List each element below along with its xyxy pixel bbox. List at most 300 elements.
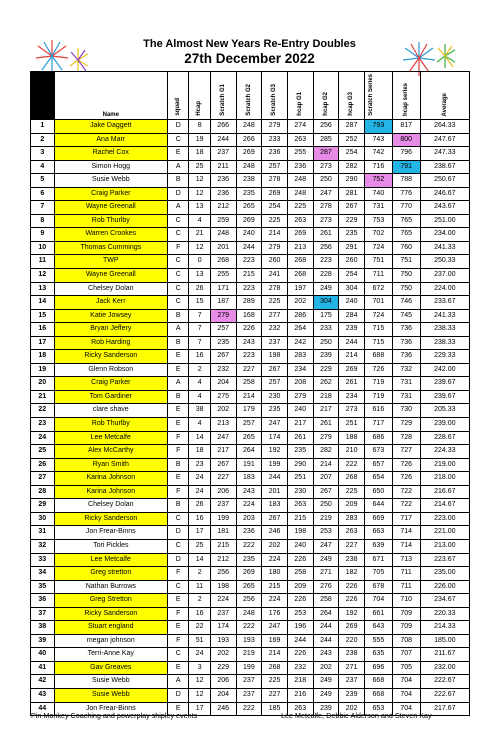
name-cell: Wayne Greenall [54, 269, 167, 283]
scratch-g1-cell: 187 [210, 296, 236, 310]
hcap-g2-cell: 250 [313, 174, 339, 188]
scratch-g1-cell: 212 [210, 201, 236, 215]
name-cell: Chelsey Dolan [54, 499, 167, 513]
scratch-series-cell: 731 [364, 201, 392, 215]
squad-cell: B [168, 458, 189, 472]
scratch-g1-cell: 268 [210, 255, 236, 269]
hcap-g2-cell: 278 [313, 201, 339, 215]
hcap-g3-cell: 225 [339, 485, 365, 499]
name-cell: Jack Kerr [54, 296, 167, 310]
table-row [31, 282, 470, 296]
rank-cell: 11 [31, 255, 55, 269]
scratch-g2-cell: 222 [236, 539, 262, 553]
average-cell: 221.00 [420, 526, 469, 540]
average-cell: 237.00 [420, 269, 469, 283]
scratch-g2-cell: 224 [236, 499, 262, 513]
table-row [31, 255, 470, 269]
hcap-g2-cell: 223 [313, 255, 339, 269]
squad-cell: F [168, 607, 189, 621]
scratch-g2-cell: 223 [236, 350, 262, 364]
scratch-g1-cell: 211 [210, 160, 236, 174]
scratch-series-cell: 663 [364, 526, 392, 540]
scratch-series-cell: 717 [364, 418, 392, 432]
hcap-cell: 8 [189, 120, 210, 134]
hcap-g2-cell: 239 [313, 702, 339, 716]
hcap-cell: 2 [189, 363, 210, 377]
scratch-series-cell: 643 [364, 621, 392, 635]
hcap-g1-cell: 236 [287, 160, 313, 174]
table-row [31, 133, 470, 147]
scratch-g2-cell: 269 [236, 147, 262, 161]
table-row [31, 675, 470, 689]
hcap-g2-cell: 273 [313, 160, 339, 174]
scratch-series-cell: 668 [364, 688, 392, 702]
hcap-g1-cell: 268 [287, 255, 313, 269]
hcap-g3-cell: 240 [339, 296, 365, 310]
scratch-g2-cell: 223 [236, 255, 262, 269]
rank-cell: 33 [31, 553, 55, 567]
scratch-g2-cell: 269 [236, 214, 262, 228]
hcap-g1-cell: 240 [287, 404, 313, 418]
average-cell: 226.00 [420, 580, 469, 594]
scratch-g2-cell: 248 [236, 160, 262, 174]
hcap-g3-cell: 254 [339, 269, 365, 283]
table-row [31, 567, 470, 581]
hcap-g3-cell: 269 [339, 621, 365, 635]
hcap-g3-cell: 222 [339, 458, 365, 472]
hcap-g2-cell: 287 [313, 147, 339, 161]
scratch-g2-cell: 223 [236, 282, 262, 296]
scratch-g3-cell: 246 [262, 526, 288, 540]
scratch-g1-cell: 193 [210, 634, 236, 648]
name-cell: Susie Webb [54, 675, 167, 689]
hcap-g1-cell: 235 [287, 445, 313, 459]
scratch-g1-cell: 247 [210, 431, 236, 445]
scratch-g2-cell: 235 [236, 187, 262, 201]
scratch-g2-cell: 215 [236, 269, 262, 283]
scratch-g3-cell: 180 [262, 567, 288, 581]
hcap-series-cell: 705 [392, 661, 420, 675]
hcap-g1-cell: 240 [287, 539, 313, 553]
hcap-series-cell: 708 [392, 634, 420, 648]
hcap-g2-cell: 276 [313, 580, 339, 594]
rank-cell: 7 [31, 201, 55, 215]
hcap-cell: 26 [189, 499, 210, 513]
table-row [31, 607, 470, 621]
scratch-series-cell: 669 [364, 512, 392, 526]
hcap-cell: 15 [189, 296, 210, 310]
scratch-series-cell: 653 [364, 702, 392, 716]
scratch-g3-cell: 233 [262, 133, 288, 147]
hcap-cell: 21 [189, 228, 210, 242]
table-row [31, 526, 470, 540]
scratch-g1-cell: 215 [210, 539, 236, 553]
scratch-g3-cell: 183 [262, 499, 288, 513]
hcap-series-cell: 750 [392, 269, 420, 283]
hcap-g1-cell: 198 [287, 526, 313, 540]
table-row [31, 553, 470, 567]
hcap-g3-cell: 271 [339, 661, 365, 675]
header-scratch-series [364, 72, 392, 120]
scratch-series-cell: 555 [364, 634, 392, 648]
scratch-series-cell: 657 [364, 458, 392, 472]
scratch-g3-cell: 185 [262, 702, 288, 716]
name-cell: TWP [54, 255, 167, 269]
scratch-g1-cell: 224 [210, 594, 236, 608]
hcap-g2-cell: 285 [313, 133, 339, 147]
header-scratch-g1-label: Scratch G1 [220, 84, 227, 116]
squad-cell: E [168, 661, 189, 675]
table-row [31, 445, 470, 459]
rank-cell: 20 [31, 377, 55, 391]
scratch-g3-cell: 254 [262, 201, 288, 215]
hcap-g1-cell: 230 [287, 485, 313, 499]
hcap-cell: 2 [189, 594, 210, 608]
scratch-series-cell: 742 [364, 147, 392, 161]
name-cell: Glenn Robson [54, 363, 167, 377]
scratch-g3-cell: 279 [262, 120, 288, 134]
hcap-cell: 19 [189, 133, 210, 147]
scratch-g2-cell: 235 [236, 553, 262, 567]
rank-cell: 27 [31, 472, 55, 486]
scratch-g3-cell: 225 [262, 675, 288, 689]
average-cell: 251.00 [420, 214, 469, 228]
scratch-g2-cell: 227 [236, 363, 262, 377]
hcap-g2-cell: 249 [313, 282, 339, 296]
rank-cell: 16 [31, 323, 55, 337]
rank-cell: 4 [31, 160, 55, 174]
header-hcap-g2-label: hcap G2 [322, 92, 329, 116]
average-cell: 234.67 [420, 594, 469, 608]
scratch-series-cell: 702 [364, 228, 392, 242]
scratch-g3-cell: 247 [262, 418, 288, 432]
hcap-series-cell: 750 [392, 282, 420, 296]
hcap-series-cell: 791 [392, 160, 420, 174]
scratch-g1-cell: 279 [210, 309, 236, 323]
hcap-g3-cell: 210 [339, 445, 365, 459]
scratch-g3-cell: 198 [262, 350, 288, 364]
hcap-g1-cell: 274 [287, 120, 313, 134]
scratch-g2-cell: 237 [236, 688, 262, 702]
average-cell: 264.33 [420, 120, 469, 134]
scratch-g3-cell: 268 [262, 661, 288, 675]
average-cell: 229.33 [420, 350, 469, 364]
name-cell: Greg stretton [54, 567, 167, 581]
hcap-g1-cell: 232 [287, 661, 313, 675]
hcap-g3-cell: 267 [339, 201, 365, 215]
hcap-g2-cell: 228 [313, 269, 339, 283]
squad-cell: D [168, 553, 189, 567]
hcap-g1-cell: 226 [287, 648, 313, 662]
header-squad [168, 72, 189, 120]
hcap-g3-cell: 251 [339, 418, 365, 432]
rank-cell: 44 [31, 702, 55, 716]
scratch-g1-cell: 227 [210, 472, 236, 486]
hcap-g2-cell: 256 [313, 241, 339, 255]
hcap-g2-cell: 256 [313, 120, 339, 134]
average-cell: 213.00 [420, 539, 469, 553]
scratch-g1-cell: 213 [210, 418, 236, 432]
hcap-cell: 16 [189, 350, 210, 364]
header-row [31, 72, 470, 120]
hcap-series-cell: 728 [392, 431, 420, 445]
hcap-g1-cell: 242 [287, 336, 313, 350]
squad-cell: B [168, 174, 189, 188]
average-cell: 239.67 [420, 390, 469, 404]
hcap-g3-cell: 283 [339, 512, 365, 526]
squad-cell: C [168, 296, 189, 310]
squad-cell: E [168, 147, 189, 161]
hcap-g3-cell: 261 [339, 377, 365, 391]
header-hcap-series [392, 72, 420, 120]
name-cell: Rachel Cox [54, 147, 167, 161]
table-row [31, 377, 470, 391]
table-row [31, 228, 470, 242]
hcap-g1-cell: 226 [287, 594, 313, 608]
squad-cell: A [168, 377, 189, 391]
hcap-series-cell: 796 [392, 147, 420, 161]
table-row [31, 390, 470, 404]
scratch-g3-cell: 202 [262, 539, 288, 553]
squad-cell: B [168, 499, 189, 513]
squad-cell: F [168, 485, 189, 499]
scratch-g1-cell: 246 [210, 702, 236, 716]
scratch-g1-cell: 257 [210, 323, 236, 337]
hcap-g3-cell: 244 [339, 336, 365, 350]
name-cell: Chelsey Dolan [54, 282, 167, 296]
scratch-g2-cell: 265 [236, 201, 262, 215]
hcap-cell: 7 [189, 336, 210, 350]
hcap-g1-cell: 213 [287, 241, 313, 255]
scratch-g2-cell: 219 [236, 648, 262, 662]
header-hcap-g3-label: hcap G3 [348, 92, 355, 116]
table-row [31, 648, 470, 662]
hcap-g2-cell: 267 [313, 485, 339, 499]
hcap-cell: 14 [189, 553, 210, 567]
table-row [31, 594, 470, 608]
average-cell: 185.00 [420, 634, 469, 648]
hcap-g2-cell: 264 [313, 607, 339, 621]
average-cell: 211.67 [420, 648, 469, 662]
hcap-g1-cell: 263 [287, 133, 313, 147]
scratch-series-cell: 715 [364, 323, 392, 337]
rank-cell: 39 [31, 634, 55, 648]
header-hcap-g1-label: hcap G1 [297, 92, 304, 116]
hcap-g2-cell: 244 [313, 621, 339, 635]
hcap-cell: 17 [189, 526, 210, 540]
scratch-g3-cell: 215 [262, 580, 288, 594]
scratch-g2-cell: 193 [236, 634, 262, 648]
name-cell: Karina Johnson [54, 472, 167, 486]
rank-cell: 25 [31, 445, 55, 459]
hcap-g3-cell: 287 [339, 120, 365, 134]
scratch-series-cell: 719 [364, 377, 392, 391]
hcap-g1-cell: 279 [287, 390, 313, 404]
scratch-g2-cell: 226 [236, 323, 262, 337]
scratch-g1-cell: 201 [210, 241, 236, 255]
hcap-g1-cell: 215 [287, 512, 313, 526]
scratch-g3-cell: 267 [262, 363, 288, 377]
hcap-g1-cell: 286 [287, 309, 313, 323]
hcap-g3-cell: 239 [339, 688, 365, 702]
hcap-g2-cell: 253 [313, 526, 339, 540]
hcap-cell: 25 [189, 160, 210, 174]
rank-cell: 41 [31, 661, 55, 675]
hcap-g3-cell: 273 [339, 404, 365, 418]
footer-sponsors: Pin Monkey Coaching and powerplay shipley events [31, 711, 198, 720]
hcap-g3-cell: 254 [339, 147, 365, 161]
hcap-g1-cell: 251 [287, 472, 313, 486]
average-cell: 250.67 [420, 174, 469, 188]
scratch-g1-cell: 174 [210, 621, 236, 635]
scratch-g3-cell: 224 [262, 553, 288, 567]
squad-cell: E [168, 363, 189, 377]
header-hcap-g3 [339, 72, 365, 120]
hcap-g2-cell: 233 [313, 323, 339, 337]
scratch-series-cell: 671 [364, 553, 392, 567]
hcap-cell: 2 [189, 567, 210, 581]
name-cell: Susie Webb [54, 174, 167, 188]
table-row [31, 512, 470, 526]
hcap-series-cell: 730 [392, 404, 420, 418]
table-row [31, 296, 470, 310]
name-cell: Alex McCarthy [54, 445, 167, 459]
scratch-g3-cell: 225 [262, 214, 288, 228]
rank-cell: 18 [31, 350, 55, 364]
name-cell: Ricky Sanderson [54, 512, 167, 526]
hcap-series-cell: 729 [392, 418, 420, 432]
rank-cell: 5 [31, 174, 55, 188]
rank-cell: 21 [31, 390, 55, 404]
scratch-g3-cell: 279 [262, 241, 288, 255]
hcap-g1-cell: 263 [287, 214, 313, 228]
scratch-g3-cell: 277 [262, 309, 288, 323]
hcap-g3-cell: 263 [339, 526, 365, 540]
name-cell: Thomas Cummings [54, 241, 167, 255]
hcap-cell: 24 [189, 648, 210, 662]
scratch-g1-cell: 202 [210, 648, 236, 662]
hcap-cell: 12 [189, 675, 210, 689]
rank-cell: 43 [31, 688, 55, 702]
table-row [31, 472, 470, 486]
hcap-cell: 12 [189, 174, 210, 188]
hcap-g1-cell: 216 [287, 688, 313, 702]
scratch-g1-cell: 206 [210, 485, 236, 499]
hcap-g1-cell: 208 [287, 377, 313, 391]
name-cell: Craig Parker [54, 187, 167, 201]
hcap-series-cell: 711 [392, 567, 420, 581]
hcap-g3-cell: 202 [339, 702, 365, 716]
squad-cell: F [168, 445, 189, 459]
hcap-series-cell: 722 [392, 485, 420, 499]
table-row [31, 350, 470, 364]
hcap-cell: 22 [189, 621, 210, 635]
rank-cell: 9 [31, 228, 55, 242]
rank-cell: 31 [31, 526, 55, 540]
hcap-g1-cell: 283 [287, 350, 313, 364]
average-cell: 238.33 [420, 336, 469, 350]
hcap-series-cell: 776 [392, 187, 420, 201]
average-cell: 220.33 [420, 607, 469, 621]
name-cell: Tori Pickles [54, 539, 167, 553]
hcap-g3-cell: 214 [339, 350, 365, 364]
scratch-g1-cell: 217 [210, 445, 236, 459]
scratch-series-cell: 751 [364, 255, 392, 269]
scratch-g3-cell: 201 [262, 485, 288, 499]
average-cell: 228.67 [420, 431, 469, 445]
scratch-series-cell: 696 [364, 661, 392, 675]
scratch-series-cell: 715 [364, 336, 392, 350]
rank-cell: 28 [31, 485, 55, 499]
hcap-g2-cell: 239 [313, 350, 339, 364]
scratch-g1-cell: 259 [210, 214, 236, 228]
scratch-g3-cell: 257 [262, 377, 288, 391]
scratch-g1-cell: 202 [210, 404, 236, 418]
hcap-g1-cell: 268 [287, 269, 313, 283]
hcap-g3-cell: 237 [339, 675, 365, 689]
average-cell: 214.67 [420, 499, 469, 513]
hcap-series-cell: 788 [392, 174, 420, 188]
scratch-series-cell: 639 [364, 539, 392, 553]
table-row [31, 688, 470, 702]
name-cell: Craig Parker [54, 377, 167, 391]
hcap-g1-cell: 263 [287, 702, 313, 716]
hcap-g2-cell: 282 [313, 445, 339, 459]
squad-cell: B [168, 309, 189, 323]
hcap-series-cell: 760 [392, 241, 420, 255]
squad-cell: C [168, 133, 189, 147]
rank-cell: 12 [31, 269, 55, 283]
hcap-g1-cell: 226 [287, 553, 313, 567]
header-hcap-series-label: hcap series [403, 82, 410, 116]
average-cell: 233.67 [420, 296, 469, 310]
squad-cell: C [168, 512, 189, 526]
table-row [31, 621, 470, 635]
squad-cell: E [168, 472, 189, 486]
hcap-series-cell: 726 [392, 472, 420, 486]
table-row [31, 418, 470, 432]
header-squad-label: squad [175, 98, 182, 116]
name-cell: Stuart england [54, 621, 167, 635]
scratch-g3-cell: 214 [262, 228, 288, 242]
rank-cell: 37 [31, 607, 55, 621]
scratch-g3-cell: 247 [262, 621, 288, 635]
scratch-g2-cell: 168 [236, 309, 262, 323]
table-row [31, 634, 470, 648]
hcap-cell: 16 [189, 607, 210, 621]
name-cell: Ricky Sanderson [54, 350, 167, 364]
header-hcap-g2 [313, 72, 339, 120]
hcap-series-cell: 731 [392, 377, 420, 391]
hcap-cell: 23 [189, 458, 210, 472]
scratch-series-cell: 724 [364, 309, 392, 323]
name-cell: Susie Webb [54, 688, 167, 702]
table-row [31, 661, 470, 675]
average-cell: 239.67 [420, 377, 469, 391]
scratch-g2-cell: 222 [236, 702, 262, 716]
scratch-g2-cell: 236 [236, 526, 262, 540]
hcap-series-cell: 732 [392, 363, 420, 377]
scratch-g1-cell: 256 [210, 567, 236, 581]
hcap-series-cell: 727 [392, 445, 420, 459]
hcap-g1-cell: 202 [287, 296, 313, 310]
average-cell: 205.33 [420, 404, 469, 418]
squad-cell: C [168, 539, 189, 553]
average-cell: 223.00 [420, 512, 469, 526]
scratch-g1-cell: 212 [210, 553, 236, 567]
hcap-series-cell: 745 [392, 309, 420, 323]
scratch-g1-cell: 237 [210, 607, 236, 621]
